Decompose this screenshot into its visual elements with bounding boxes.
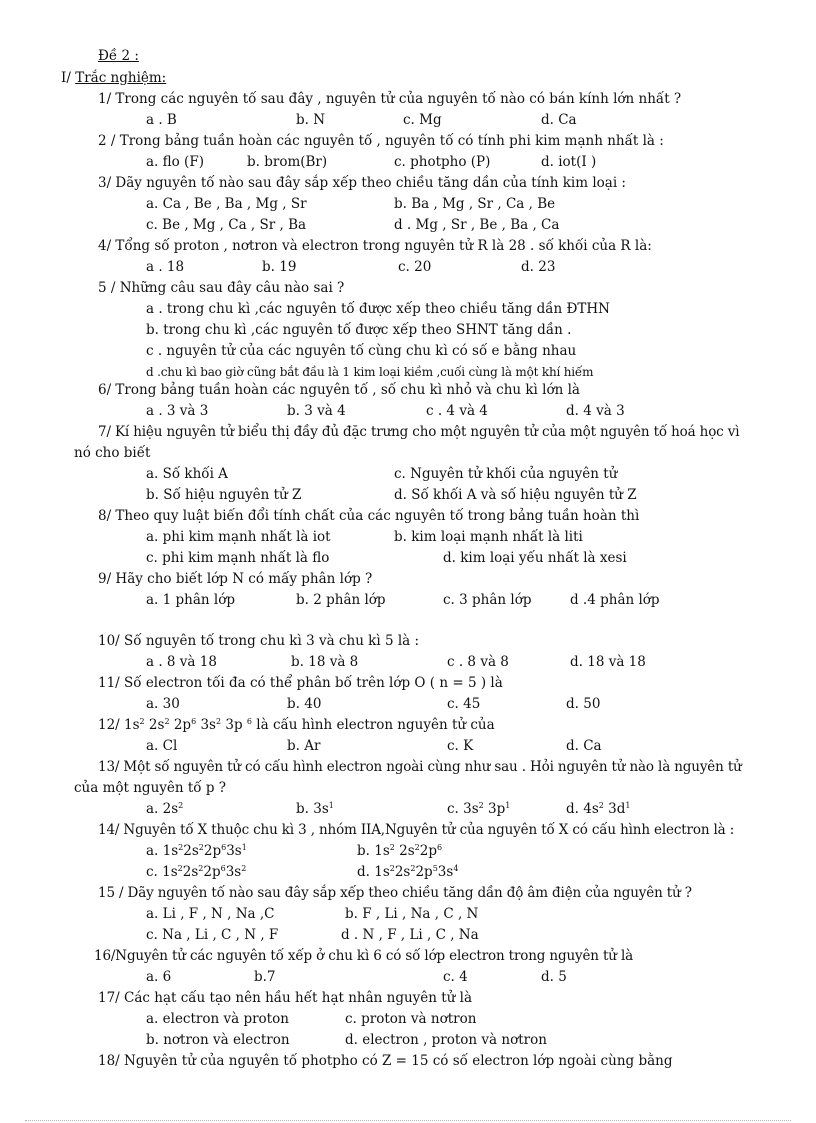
question-9: 9/ Hãy cho biết lớp N có mấy phân lớp ? <box>98 571 373 587</box>
question-7: 7/ Kí hiệu nguyên tử biểu thị đầy đủ đặc trưng cho một nguyên tử của một nguyên tố hoá học vì <box>98 424 740 440</box>
question-5: 5 / Những câu sau đây câu nào sai ? <box>98 280 345 296</box>
q7-option-d: d. Số khối A và số hiệu nguyên tử Z <box>394 487 637 503</box>
q5-option-c: c . nguyên tử của các nguyên tố cùng chu kì có số e bằng nhau <box>146 343 577 359</box>
q12-option-b: b. Ar <box>287 738 321 754</box>
q17-option-d: d. electron , proton và nơtron <box>345 1032 547 1048</box>
q9-option-a: a. 1 phân lớp <box>146 592 235 608</box>
q13-option-c: c. $3s^2$ $3p^1$ <box>447 801 511 817</box>
q13-option-b: b. $3s^1$ <box>296 801 334 817</box>
q11-option-d: d. 50 <box>566 696 601 712</box>
q8-option-c: c. phi kim mạnh nhất là flo <box>146 550 330 566</box>
question-4: 4/ Tổng số proton , nơtron và electron trong nguyên tử R là 28 . số khối của R là: <box>98 238 652 254</box>
q13-option-d: d. $4s^2$ $3d^1$ <box>566 801 631 817</box>
question-18: 18/ Nguyên tử của nguyên tố photpho có Z = 15 có số electron lớp ngoài cùng bằng <box>98 1053 673 1069</box>
question-8: 8/ Theo quy luật biến đổi tính chất của các nguyên tố trong bảng tuần hoàn thì <box>98 508 640 524</box>
q14-option-d: d. $1s^22s^22p^53s^4$ <box>357 864 459 880</box>
q9-option-c: c. 3 phân lớp <box>443 592 532 608</box>
q17-option-b: b. nơtron và electron <box>146 1032 290 1048</box>
q17-option-c: c. proton và nơtron <box>345 1011 477 1027</box>
question-11: 11/ Số electron tối đa có thể phân bố trên lớp O ( n = 5 ) là <box>98 675 503 691</box>
q3-option-b: b. Ba , Mg , Sr , Ca , Be <box>394 196 556 212</box>
q10-option-a: a . 8 và 18 <box>146 654 217 670</box>
q5-option-d: d .chu kì bao giờ cũng bắt đầu là 1 kim loại kiềm ,cuối cùng là một khí hiếm <box>146 365 594 379</box>
q5-option-a: a . trong chu kì ,các nguyên tố được xếp theo chiều tăng dần ĐTHN <box>146 301 610 317</box>
q2-option-a: a. flo (F) <box>146 154 204 170</box>
q8-option-b: b. kim loại mạnh nhất là liti <box>394 529 583 545</box>
q15-option-d: d . N , F , Li , C , Na <box>341 927 479 943</box>
question-3: 3/ Dãy nguyên tố nào sau đây sắp xếp theo chiều tăng dần của tính kim loại : <box>98 175 626 191</box>
q10-option-d: d. 18 và 18 <box>570 654 646 670</box>
q12-option-c: c. K <box>447 738 474 754</box>
q15-option-a: a. Li , F , N , Na ,C <box>146 906 275 922</box>
question-14: 14/ Nguyên tố X thuộc chu kì 3 , nhóm IIA,Nguyên tử của nguyên tố X có cấu hình electron là : <box>98 822 735 838</box>
q11-option-a: a. 30 <box>146 696 180 712</box>
section-heading: I/ Trắc nghiệm: <box>61 70 167 86</box>
q16-option-d: d. 5 <box>541 969 567 985</box>
q1-option-b: b. N <box>296 112 326 128</box>
question-7-cont: nó cho biết <box>74 445 151 461</box>
q3-option-a: a. Ca , Be , Ba , Mg , Sr <box>146 196 307 212</box>
question-12: 12/ $1s^2$ $2s^2$ $2p^6$ $3s^2$ 3p $^6$ là cấu hình electron nguyên tử của <box>98 717 495 733</box>
q10-option-c: c . 8 và 8 <box>447 654 509 670</box>
question-13-cont: của một nguyên tố p ? <box>74 780 227 796</box>
q12-option-d: d. Ca <box>566 738 602 754</box>
q1-option-c: c. Mg <box>403 112 442 128</box>
exam-title: Đề 2 : <box>98 48 139 64</box>
question-16: 16/Nguyên tử các nguyên tố xếp ở chu kì 6 có số lớp electron trong nguyên tử là <box>94 948 634 964</box>
q7-option-b: b. Số hiệu nguyên tử Z <box>146 487 302 503</box>
q14-option-b: b. $1s^2$ $2s^22p^6$ <box>357 843 443 859</box>
question-13: 13/ Một số nguyên tử có cấu hình electron ngoài cùng như sau . Hỏi nguyên tử nào là nguyên tử <box>98 759 742 775</box>
q6-option-a: a . 3 và 3 <box>146 403 209 419</box>
q17-option-a: a. electron và proton <box>146 1011 289 1027</box>
q3-option-d: d . Mg , Sr , Be , Ba , Ca <box>394 217 560 233</box>
page-bottom-rule <box>25 1120 791 1121</box>
q2-option-d: d. iot(I ) <box>541 154 597 170</box>
q1-option-d: d. Ca <box>541 112 577 128</box>
q6-option-d: d. 4 và 3 <box>566 403 625 419</box>
q6-option-b: b. 3 và 4 <box>287 403 346 419</box>
q13-option-a: a. $2s^2$ <box>146 801 184 817</box>
q9-option-b: b. 2 phân lớp <box>296 592 386 608</box>
q2-option-c: c. photpho (P) <box>394 154 491 170</box>
q9-option-d: d .4 phân lớp <box>570 592 660 608</box>
question-17: 17/ Các hạt cấu tạo nên hầu hết hạt nhân nguyên tử là <box>98 990 473 1006</box>
question-10: 10/ Số nguyên tố trong chu kì 3 và chu kì 5 là : <box>98 633 420 649</box>
q4-option-c: c. 20 <box>398 259 432 275</box>
q16-option-c: c. 4 <box>443 969 468 985</box>
q7-option-c: c. Nguyên tử khối của nguyên tử <box>394 466 618 482</box>
q8-option-a: a. phi kim mạnh nhất là iot <box>146 529 331 545</box>
q11-option-c: c. 45 <box>447 696 481 712</box>
q10-option-b: b. 18 và 8 <box>291 654 359 670</box>
q15-option-b: b. F , Li , Na , C , N <box>345 906 479 922</box>
question-2: 2 / Trong bảng tuần hoàn các nguyên tố , nguyên tố có tính phi kim mạnh nhất là : <box>98 133 664 149</box>
q16-option-a: a. 6 <box>146 969 172 985</box>
q14-option-c: c. $1s^22s^22p^63s^2$ <box>146 864 247 880</box>
q5-option-b: b. trong chu kì ,các nguyên tố được xếp theo SHNT tăng dần . <box>146 322 572 338</box>
q2-option-b: b. brom(Br) <box>247 154 328 170</box>
q14-option-a: a. $1s^22s^22p^63s^1$ <box>146 843 247 859</box>
q11-option-b: b. 40 <box>287 696 322 712</box>
question-6: 6/ Trong bảng tuần hoàn các nguyên tố , số chu kì nhỏ và chu kì lớn là <box>98 382 580 398</box>
q8-option-d: d. kim loại yếu nhất là xesi <box>443 550 627 566</box>
question-1: 1/ Trong các nguyên tố sau đây , nguyên tử của nguyên tố nào có bán kính lớn nhất ? <box>98 91 682 107</box>
q16-option-b: b.7 <box>254 969 276 985</box>
q4-option-b: b. 19 <box>262 259 297 275</box>
q1-option-a: a . B <box>146 112 177 128</box>
q4-option-d: d. 23 <box>521 259 556 275</box>
q3-option-c: c. Be , Mg , Ca , Sr , Ba <box>146 217 307 233</box>
q4-option-a: a . 18 <box>146 259 185 275</box>
q7-option-a: a. Số khối A <box>146 466 228 482</box>
q12-option-a: a. Cl <box>146 738 178 754</box>
q15-option-c: c. Na , Li , C , N , F <box>146 927 279 943</box>
question-15: 15 / Dãy nguyên tố nào sau đây sắp xếp theo chiều tăng dần độ âm điện của nguyên tử ? <box>98 885 692 901</box>
q6-option-c: c . 4 và 4 <box>426 403 488 419</box>
